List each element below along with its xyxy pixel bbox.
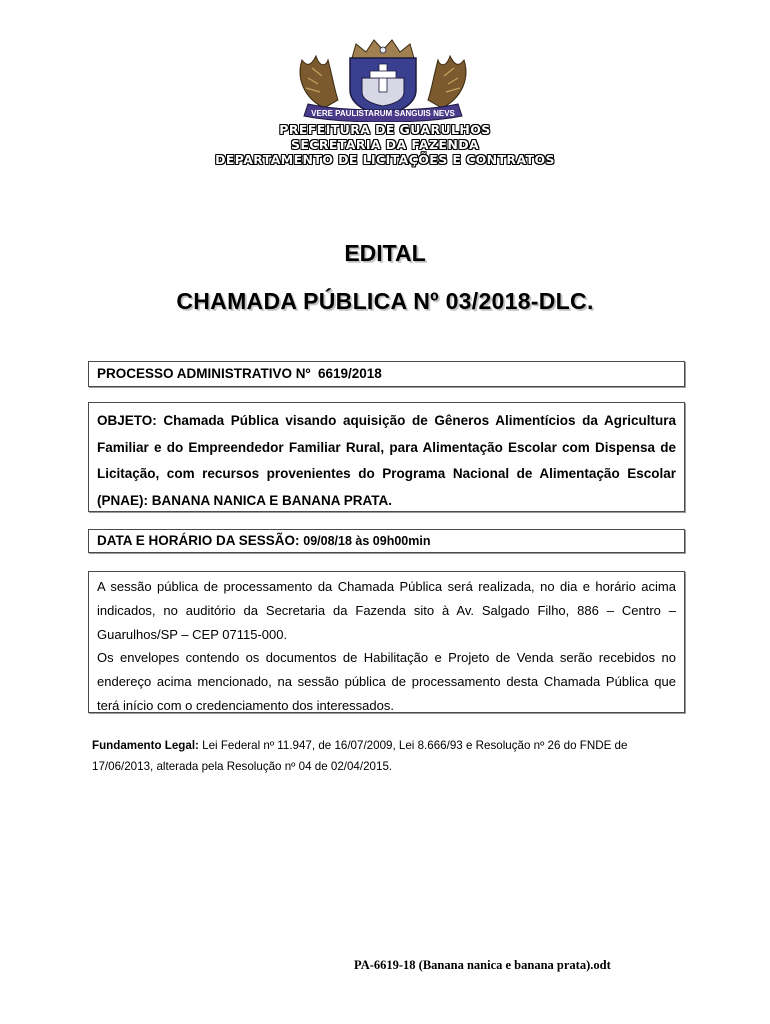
- header-departamento: DEPARTAMENTO DE LICITAÇÕES E CONTRATOS: [215, 152, 555, 167]
- objeto-box: [88, 402, 685, 512]
- fundamento-label: Fundamento Legal:: [92, 739, 199, 752]
- sessao-box: [88, 529, 685, 553]
- crest-motto: VERE PAULISTARUM SANGUIS NEVS: [311, 109, 455, 118]
- footer-filename: PA-6619-18 (Banana nanica e banana prata).odt: [354, 958, 611, 972]
- processo-box: [88, 361, 685, 387]
- fundamento-text: Lei Federal nº 11.947, de 16/07/2009, Lei 8.666/93 e Resolução nº 26 do FNDE de 17/06/2013, alterada pela Resolução nº 04 de 02/04/2015.: [92, 739, 628, 773]
- chamada-publica-title: CHAMADA PÚBLICA Nº 03/2018-DLC.: [176, 288, 594, 314]
- edital-title: EDITAL: [344, 240, 426, 266]
- header-secretaria: SECRETARIA DA FAZENDA: [290, 137, 480, 152]
- coat-of-arms-logo: [294, 38, 472, 122]
- header-prefeitura: PREFEITURA DE GUARULHOS: [279, 122, 491, 137]
- sessao-info-paragraph-2: Os envelopes contendo os documentos de Habilitação e Projeto de Venda serão recebidos no endereço acima mencionado, na sessão pública de processamento desta Chamada Pública que terá início com o credenciamento dos interessados.: [97, 650, 676, 713]
- processo-label: PROCESSO ADMINISTRATIVO Nº: [97, 366, 311, 381]
- processo-value: 6619/2018: [317, 366, 382, 381]
- sessao-value: 09/08/18 às 09h00min: [303, 534, 431, 548]
- objeto-text: OBJETO: Chamada Pública visando aquisição de Gêneros Alimentícios da Agricultura Familiar e do Empreendedor Familiar Rural, para Alimentação Escolar com Dispensa de Licitação, com recursos provenientes do Programa Nacional de Alimentação Escolar (PNAE): BANANA NANICA E BANANA PRATA.: [97, 413, 676, 508]
- sessao-info-box: [88, 571, 685, 713]
- sessao-info-paragraph-1: A sessão pública de processamento da Chamada Pública será realizada, no dia e horário acima indicados, no auditório da Secretaria da Fazenda sito à Av. Salgado Filho, 886 – Centro – Guarulhos/SP – CEP 07115-000.: [97, 579, 676, 642]
- document-header: [0, 122, 770, 167]
- sessao-label: DATA E HORÁRIO DA SESSÃO:: [97, 533, 300, 548]
- fundamento-legal: [92, 735, 684, 777]
